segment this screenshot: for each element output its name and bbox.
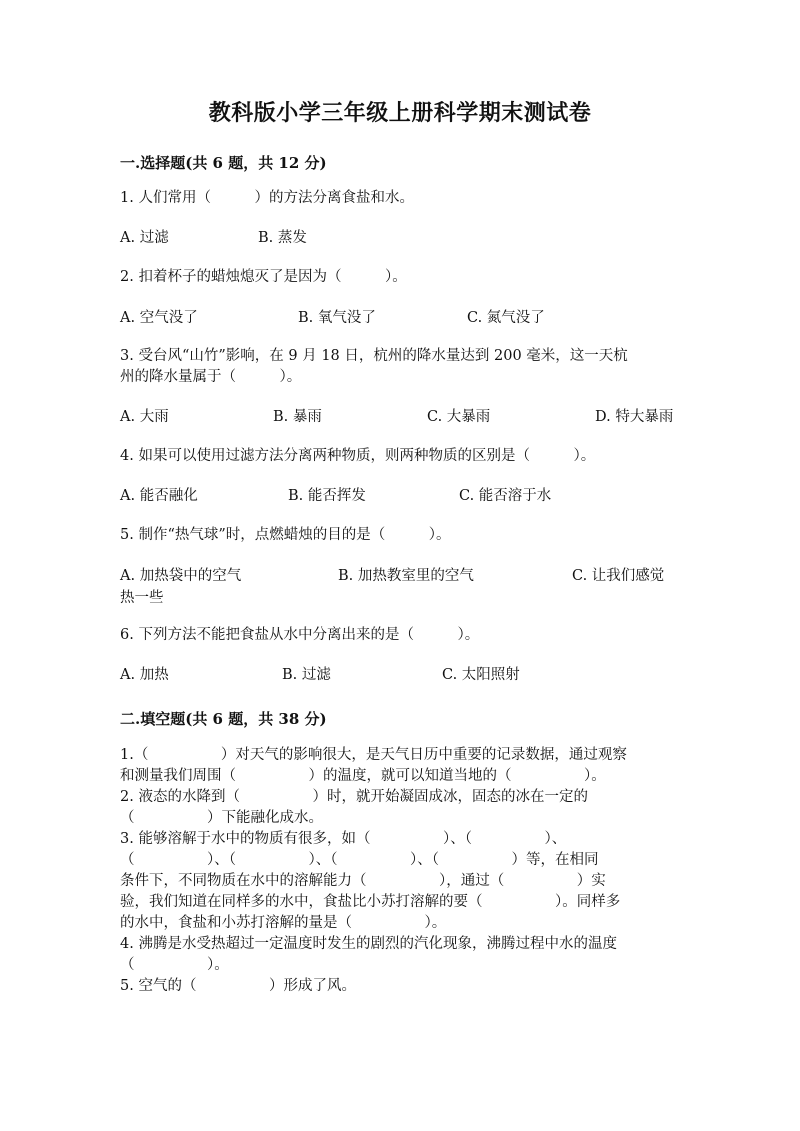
fill-line: 验，我们知道在同样多的水中，食盐比小苏打溶解的要（ ）。同样多	[120, 894, 621, 910]
option-a: A. 能否融化	[120, 488, 198, 504]
question-2: 2. 扣着杯子的蜡烛熄灭了是因为（ ）。	[120, 269, 407, 285]
page-title: 教科版小学三年级上册科学期末测试卷	[208, 100, 592, 126]
option-a: A. 大雨	[120, 409, 169, 425]
option-a: A. 过滤	[120, 230, 169, 246]
question-6-options	[120, 665, 680, 686]
option-a: A. 加热袋中的空气	[120, 568, 242, 584]
option-a: A. 空气没了	[120, 310, 198, 326]
option-b: B. 过滤	[282, 667, 331, 683]
question-2-options	[120, 308, 680, 329]
option-b: B. 氧气没了	[298, 310, 376, 326]
option-c: C. 大暴雨	[427, 409, 491, 425]
option-a: A. 加热	[120, 667, 169, 683]
question-1-options	[120, 228, 680, 249]
option-b: B. 能否挥发	[288, 488, 366, 504]
fill-line: 2. 液态的水降到（ ）时，就开始凝固成冰，固态的冰在一定的	[120, 789, 588, 805]
question-3	[120, 346, 690, 388]
fill-line: （ ）、（ ）、（ ）、（ ）等，在相同	[120, 852, 599, 868]
question-1: 1. 人们常用（ ）的方法分离食盐和水。	[120, 190, 414, 206]
question-4: 4. 如果可以使用过滤方法分离两种物质，则两种物质的区别是（ ）。	[120, 448, 596, 464]
fill-line: 1.（ ）对天气的影响很大，是天气日历中重要的记录数据，通过观察	[120, 747, 627, 763]
question-6: 6. 下列方法不能把食盐从水中分离出来的是（ ）。	[120, 627, 480, 643]
option-b: B. 蒸发	[258, 230, 307, 246]
question-3-line-2: 州的降水量属于（ ）。	[120, 369, 302, 385]
fill-line: 的水中，食盐和小苏打溶解的量是（ ）。	[120, 915, 447, 931]
option-c: C. 太阳照射	[442, 667, 520, 683]
option-c: C. 让我们感觉	[572, 568, 665, 584]
section-heading-choice: 一.选择题(共 6 题，共 12 分)	[120, 154, 327, 172]
fill-line: 3. 能够溶解于水中的物质有很多，如（ ）、（ ）、	[120, 831, 567, 847]
fill-line: 4. 沸腾是水受热超过一定温度时发生的剧烈的汽化现象，沸腾过程中水的温度	[120, 936, 617, 952]
fill-line: 条件下，不同物质在水中的溶解能力（ ），通过（ ）实	[120, 873, 606, 889]
option-d: D. 特大暴雨	[595, 409, 674, 425]
option-c-continued: 热一些	[120, 590, 164, 606]
section-heading-fill-blank: 二.填空题(共 6 题，共 38 分)	[120, 710, 327, 728]
fill-line: （ ）。	[120, 957, 229, 973]
question-5: 5. 制作“热气球”时，点燃蜡烛的目的是（ ）。	[120, 527, 451, 543]
question-3-options	[120, 407, 680, 428]
option-b: B. 暴雨	[273, 409, 322, 425]
option-b: B. 加热教室里的空气	[338, 568, 474, 584]
fill-line: 和测量我们周围（ ）的温度，就可以知道当地的（ ）。	[120, 768, 606, 784]
question-4-options	[120, 486, 680, 507]
option-c: C. 能否溶于水	[459, 488, 552, 504]
option-c: C. 氮气没了	[467, 310, 545, 326]
fill-blank-questions	[120, 745, 682, 997]
fill-line: （ ）下能融化成水。	[120, 810, 323, 826]
fill-line: 5. 空气的（ ）形成了风。	[120, 978, 356, 994]
question-5-options	[120, 565, 690, 609]
question-3-line-1: 3. 受台风“山竹”影响，在 9 月 18 日，杭州的降水量达到 200 毫米，这一天杭	[120, 348, 628, 364]
